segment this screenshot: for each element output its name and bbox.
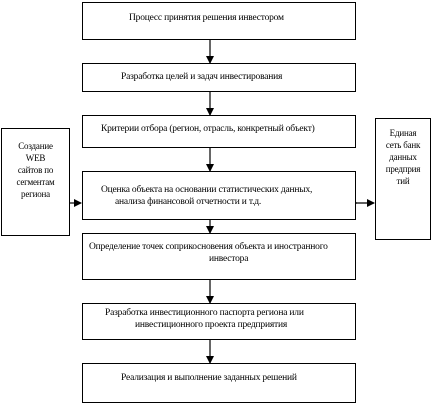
step-5-line-2: инвестора [209,254,249,264]
step-4-line-1: Оценка объекта на основании статистических данных, [101,185,313,195]
right-box-line-3: данных [389,152,417,162]
step-5-box [82,233,356,280]
step-5-line-1: Определение точек соприкосновения объекта и иностранного [89,242,328,252]
step-2-box [82,63,356,92]
left-box-line-1: Создание [18,141,53,151]
step-7-box [82,363,356,403]
step-6-box [82,303,356,340]
step-4-box [82,171,356,220]
right-box-line-4: предприя [385,164,421,174]
left-box-line-3: сайтов по [17,165,54,175]
left-box-line-5: региона [21,189,50,199]
step-4-line-2: анализа финансовой отчетности и т.д. [115,197,262,207]
step-2-line-1: Разработка целей и задач инвестирования [121,72,283,82]
step-6-line-1: Разработка инвестиционного паспорта региона или [105,308,304,318]
step-7-line-1: Реализация и выполнение заданных решений [121,373,297,383]
right-box-line-5: тий [396,176,410,186]
right-box-line-2: сеть банк [385,140,421,150]
step-6-line-2: инвестиционного проекта предприятия [135,320,288,330]
right-box-data-network [375,118,431,240]
left-box-web-sites [1,128,70,236]
left-box-line-4: сегментам [16,177,55,187]
right-box-line-1: Единая [389,128,417,138]
step-1-line-1: Процесс принятия решения инвестором [129,13,284,23]
step-1-box [82,2,356,40]
left-box-line-2: WEB [25,153,46,163]
step-3-box [82,115,356,148]
step-3-line-1: Критерии отбора (регион, отрасль, конкретный объект) [101,124,315,134]
